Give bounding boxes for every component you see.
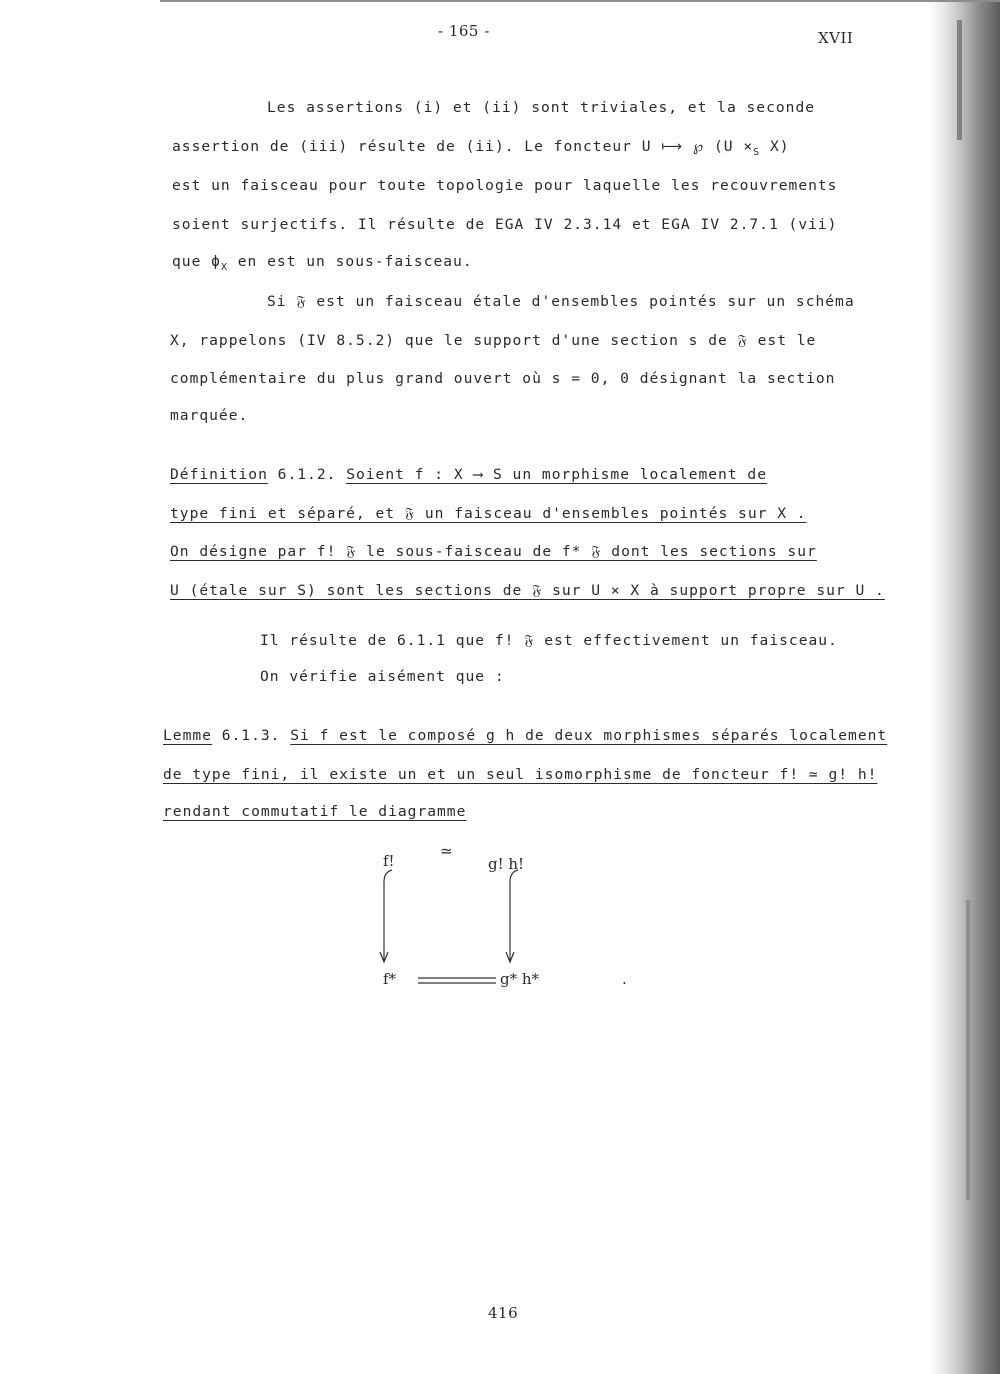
definition-line: Soient f : X ⟶ S un morphisme localement de: [346, 466, 767, 483]
paragraph-line: assertion de (iii) résulte de (ii). Le foncteur U ⟼ ℘ ($U \times_S$ X): [172, 138, 790, 158]
page-number: - 165 -: [438, 22, 490, 40]
definition-remark: Il résulte de 6.1.1 que f! 𝔉 est effectivement un faisceau.: [260, 632, 838, 649]
lemma-line: Si f est le composé g h de deux morphismes séparés localement: [290, 727, 888, 744]
top-rule: [160, 0, 1000, 2]
paragraph-line: soient surjectifs. Il résulte de EGA IV 2.3.14 et EGA IV 2.7.1 (vii): [172, 216, 838, 233]
lemma-number: 6.1.3.: [221, 727, 281, 744]
lemma-label: Lemme: [163, 727, 212, 744]
lemma-heading: [163, 727, 887, 744]
diagram-bottom-right: g* h*: [500, 970, 540, 988]
diagram-arrows: [370, 860, 530, 990]
definition-line: type fini et séparé, et 𝔉 un faisceau d'ensembles pointés sur X .: [170, 505, 807, 522]
definition-label: Définition: [170, 466, 268, 483]
paragraph-line: complémentaire du plus grand ouvert où s = 0, 0 désignant la section: [170, 370, 836, 387]
paragraph-line: que $\phi_X$ en est un sous-faisceau.: [172, 253, 473, 273]
left-inclusion-arrow: [384, 870, 392, 960]
definition-number: 6.1.2.: [277, 466, 337, 483]
diagram-top-left: f!: [383, 852, 395, 870]
folio-number: 416: [488, 1304, 519, 1322]
diagram-bottom-left: f*: [383, 970, 397, 988]
paragraph-line: Les assertions (i) et (ii) sont triviales, et la seconde: [267, 99, 816, 116]
paragraph-line: est un faisceau pour toute topologie pour laquelle les recouvrements: [172, 177, 838, 194]
definition-heading: [170, 466, 767, 483]
paragraph-line: X, rappelons (IV 8.5.2) que le support d'une section s de 𝔉 est le: [170, 332, 817, 349]
right-inclusion-arrow: [510, 870, 518, 960]
definition-remark: On vérifie aisément que :: [260, 668, 505, 685]
binding-edge-shadow: [928, 0, 1000, 1374]
lemma-line: rendant commutatif le diagramme: [163, 803, 467, 820]
section-number: XVII: [818, 29, 854, 47]
paragraph-line: Si 𝔉 est un faisceau étale d'ensembles pointés sur un schéma: [267, 293, 855, 310]
diagram-iso-symbol: ≃: [440, 842, 453, 860]
diagram-end-dot: .: [622, 970, 627, 988]
diagram-top-right: g! h!: [488, 855, 525, 873]
definition-line: On désigne par f! 𝔉 le sous-faisceau de f* 𝔉 dont les sections sur: [170, 543, 817, 560]
lemma-line: de type fini, il existe un et un seul isomorphisme de foncteur f! ≃ g! h!: [163, 766, 878, 783]
paragraph-line: marquée.: [170, 407, 249, 424]
definition-line: U (étale sur S) sont les sections de 𝔉 sur U × X à support propre sur U .: [170, 582, 885, 599]
